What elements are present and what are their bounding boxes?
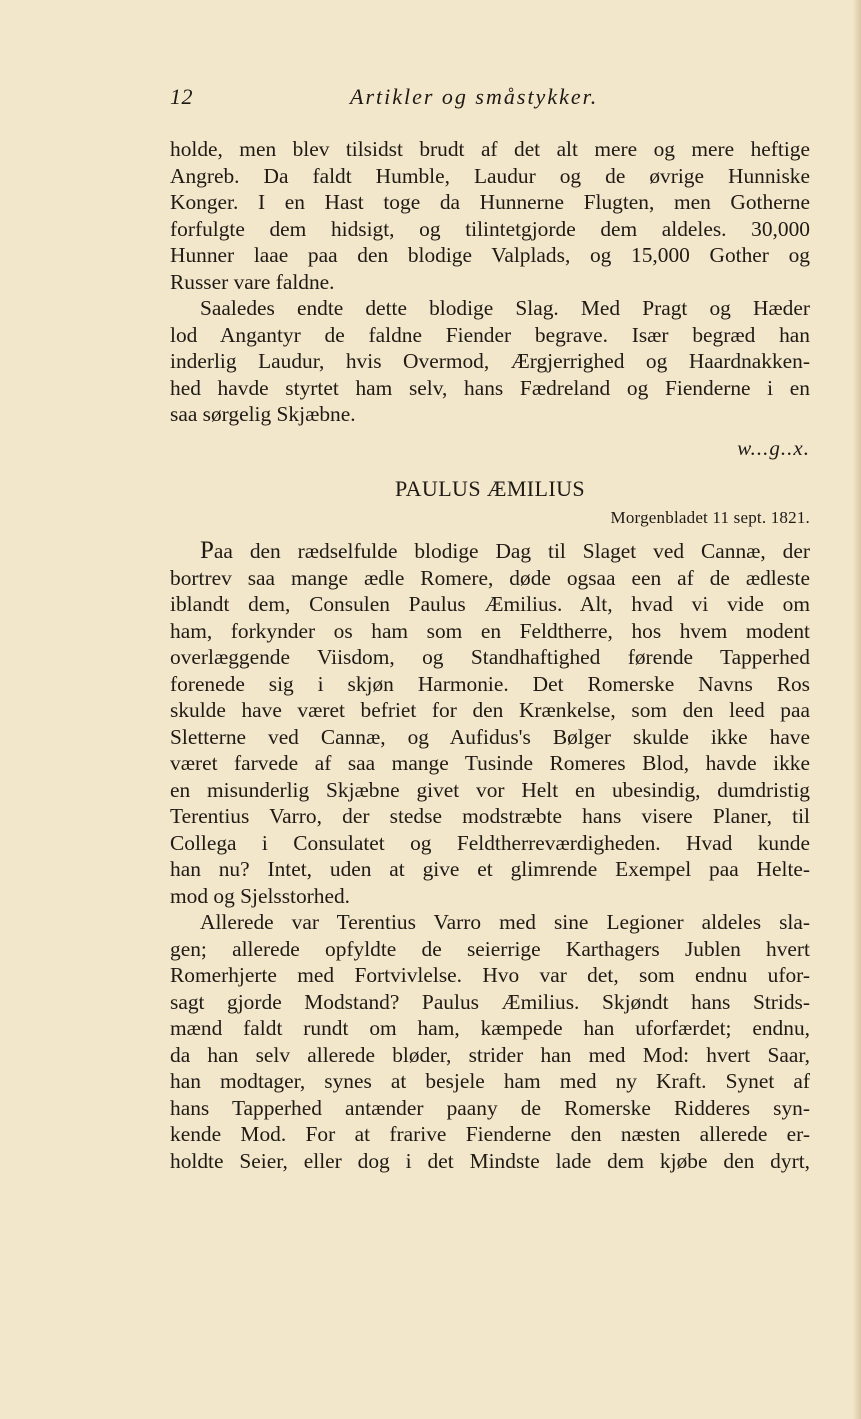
article-line: holdte Seier, eller dog i det Mindste lade dem kjøbe den dyrt, (170, 1148, 810, 1173)
article-line: iblandt dem, Consulen Paulus Æmilius. Alt, hvad vi vide om (170, 592, 810, 616)
article-line: mænd faldt rundt om ham, kæmpede han uforfærdet; endnu, (170, 1016, 810, 1040)
page-edge-shadow (853, 0, 861, 1419)
paragraph-line: Saaledes endte dette blodige Slag. Med Pragt og Hæder (200, 296, 810, 320)
paragraph-line: hed havde styrtet ham selv, hans Fædreland og Fienderne i en (170, 375, 810, 400)
page-number: 12 (170, 84, 193, 109)
drop-cap: P (200, 537, 214, 564)
article-line: forenede sig i skjøn Harmonie. Det Romerske Navns Ros (170, 671, 810, 696)
running-header (170, 84, 810, 116)
text-line: Hunner laae paa den blodige Valplads, og 15,000 Gother og (170, 243, 810, 267)
running-title: Artikler og småstykker. (350, 84, 599, 109)
article-line: kende Mod. For at frarive Fienderne den næsten allerede er- (170, 1122, 810, 1146)
paragraph-line: saa sørgelig Skjæbne. (170, 402, 356, 426)
article-line: hans Tapperhed antænder paany de Romerske Ridderes syn- (170, 1095, 810, 1120)
article-line: da han selv allerede bløder, strider han med Mod: hvert Saar, (170, 1042, 810, 1067)
article-line: skulde have været befriet for den Krænkelse, som den leed paa (170, 698, 810, 722)
author-signature: w...g..x. (737, 436, 810, 460)
article-line: overlæggende Viisdom, og Standhaftighed førende Tapperhed (170, 645, 810, 669)
article-line: ham, forkynder os ham som en Feldtherre, hos hvem modent (170, 618, 810, 643)
continued-text-block (170, 136, 810, 428)
article-line: gen; allerede opfyldte de seierrige Karthagers Jublen hvert (170, 936, 810, 961)
text-line: Konger. I en Hast toge da Hunnerne Flugten, men Gotherne (170, 190, 810, 214)
article-line: mod og Sjelsstorhed. (170, 883, 351, 908)
article-line: Collega i Consulatet og Feldtherreværdigheden. Hvad kunde (170, 830, 810, 855)
text-line: holde, men blev tilsidst brudt af det alt mere og mere heftige (170, 137, 810, 161)
article-line: været farvede af saa mange Tusinde Romeres Blod, havde ikke (170, 751, 810, 775)
article-body (170, 538, 810, 1174)
article-line: Allerede var Terentius Varro med sine Legioner aldeles sla- (200, 910, 810, 934)
article-line: en misunderlig Skjæbne givet vor Helt en ubesindig, dumdristig (170, 777, 810, 802)
article-title: PAULUS ÆMILIUS (395, 476, 585, 501)
article-source: Morgenbladet 11 sept. 1821. (610, 508, 810, 527)
article-line: Romerhjerte med Fortvivlelse. Hvo var det, som endnu ufor- (170, 963, 810, 987)
article-line: Terentius Varro, der stedse modstræbte hans visere Planer, til (170, 804, 810, 828)
text-line: forfulgte dem hidsigt, og tilintetgjorde dem aldeles. 30,000 (170, 216, 810, 241)
article-line: Sletterne ved Cannæ, og Aufidus's Bølger skulde ikke have (170, 724, 810, 749)
article-line: sagt gjorde Modstand? Paulus Æmilius. Skjøndt hans Strids- (170, 989, 810, 1014)
text-line: Angreb. Da faldt Humble, Laudur og de øvrige Hunniske (170, 163, 810, 188)
first-line-text: aa den rædselfulde blodige Dag til Slaget ved Cannæ, der (213, 539, 810, 563)
article-line: han nu? Intet, uden at give et glimrende Exempel paa Helte- (170, 857, 810, 881)
text-line: Russer vare faldne. (170, 269, 335, 294)
paragraph-line: inderlig Laudur, hvis Overmod, Ærgjerrighed og Haardnakken- (170, 349, 810, 373)
article-first-line (170, 538, 810, 565)
article-line: han modtager, synes at besjele ham med ny Kraft. Synet af (170, 1069, 810, 1093)
paragraph-line: lod Angantyr de faldne Fiender begrave. Især begræd han (170, 322, 810, 347)
article-line: bortrev saa mange ædle Romere, døde ogsaa een af de ædleste (170, 565, 810, 590)
